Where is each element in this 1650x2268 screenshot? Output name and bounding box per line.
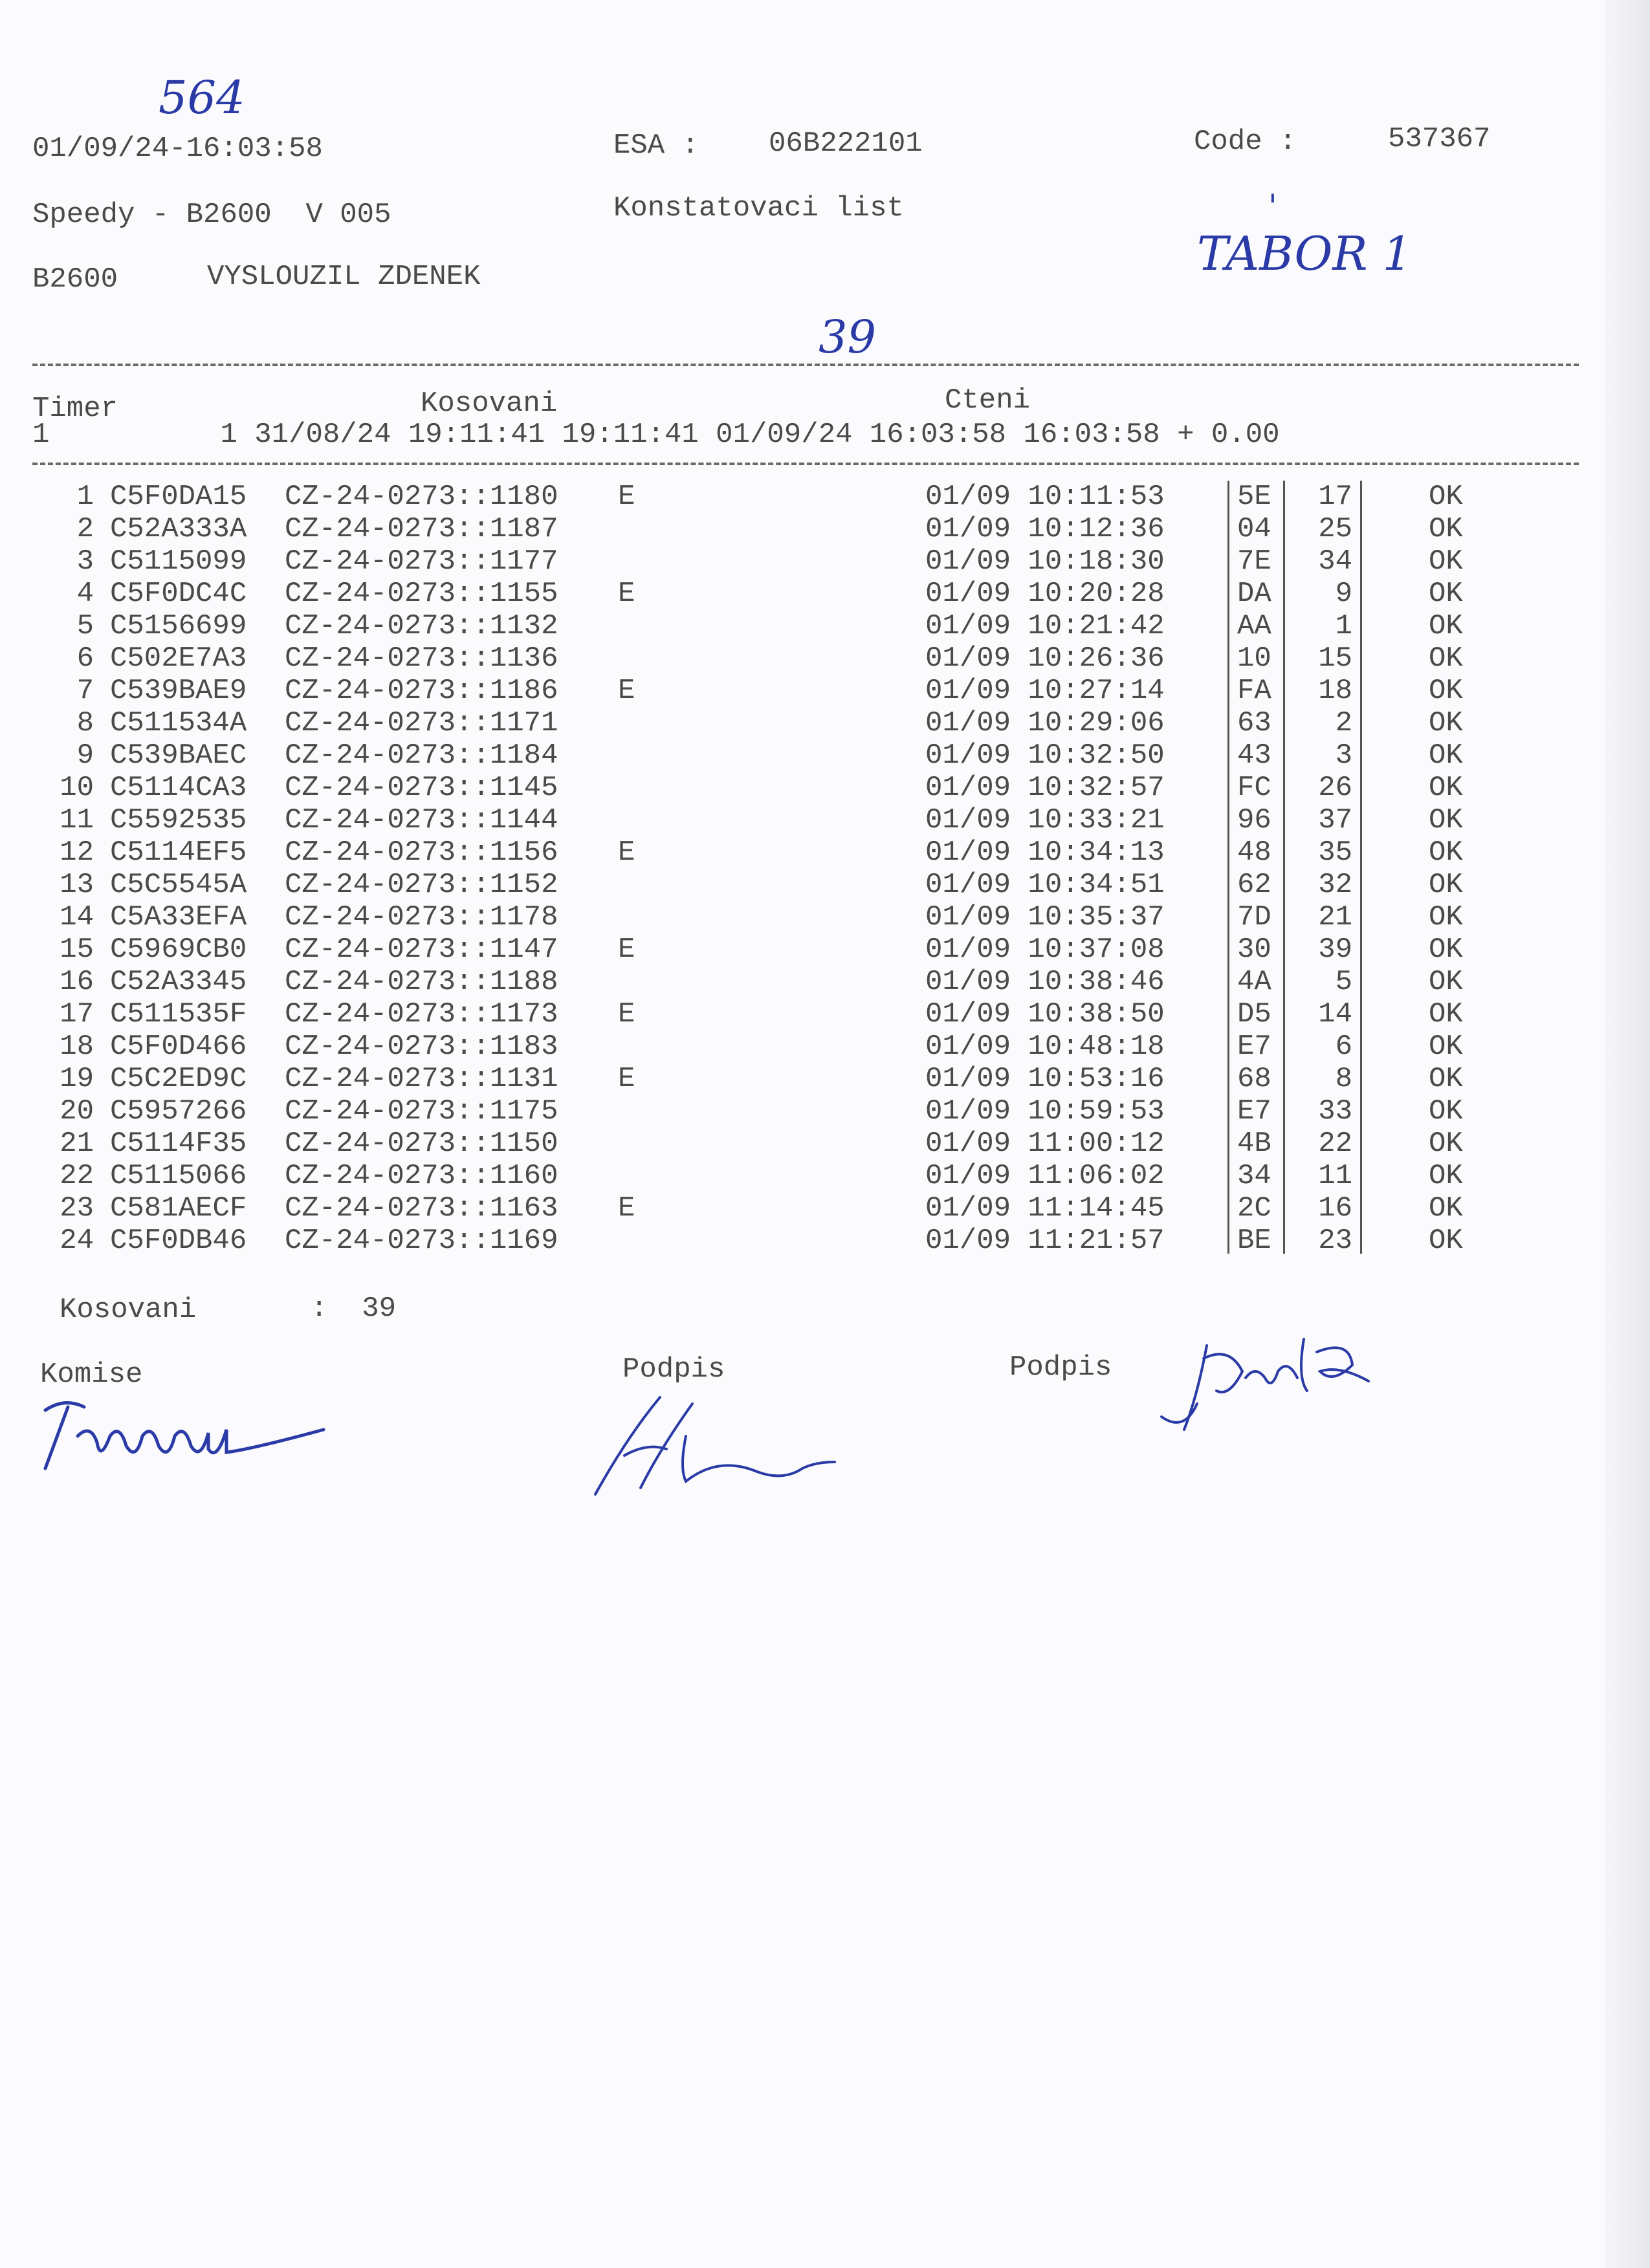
table-row: [0, 707, 1605, 739]
position: 39: [1318, 933, 1352, 966]
status: OK: [1429, 675, 1463, 707]
chip-id: C539BAE9: [110, 675, 247, 707]
arrival-time: 01/09 10:26:36: [925, 642, 1165, 675]
status: OK: [1429, 1128, 1463, 1160]
ring-number: CZ-24-0273::1186: [285, 675, 558, 707]
status: OK: [1429, 901, 1463, 933]
system-version: Speedy - B2600 V 005: [32, 199, 391, 231]
check-code: 63: [1237, 707, 1271, 739]
ring-number: CZ-24-0273::1184: [285, 739, 558, 772]
table-row: [0, 933, 1605, 966]
table-row: [0, 1128, 1605, 1160]
row-number: 17: [60, 998, 94, 1030]
row-number: 19: [60, 1063, 94, 1095]
ring-number: CZ-24-0273::1144: [285, 804, 558, 836]
position: 14: [1318, 998, 1352, 1030]
row-number: 20: [60, 1095, 94, 1128]
row-number: 7: [76, 675, 94, 707]
check-code: 4B: [1237, 1128, 1271, 1160]
position: 25: [1318, 513, 1352, 545]
status: OK: [1429, 1030, 1463, 1063]
table-row: [0, 578, 1605, 610]
status: OK: [1429, 998, 1463, 1030]
e-flag: E: [618, 481, 635, 513]
check-code: 7E: [1237, 545, 1271, 578]
row-number: 14: [60, 901, 94, 933]
position: 3: [1335, 739, 1352, 772]
table-row: [0, 1095, 1605, 1128]
ring-number: CZ-24-0273::1187: [285, 513, 558, 545]
row-number: 8: [76, 707, 94, 739]
position: 2: [1335, 707, 1352, 739]
e-flag: E: [618, 998, 635, 1030]
position: 9: [1335, 578, 1352, 610]
ring-number: CZ-24-0273::1152: [285, 869, 558, 901]
divider-bottom: [32, 463, 1579, 465]
row-number: 6: [76, 642, 94, 675]
row-number: 9: [76, 739, 94, 772]
position: 18: [1318, 675, 1352, 707]
table-row: [0, 772, 1605, 804]
chip-id: C5957266: [110, 1095, 247, 1128]
position: 16: [1318, 1192, 1352, 1225]
chip-id: C502E7A3: [110, 642, 247, 675]
komise-signature: [39, 1391, 336, 1494]
table-row: [0, 513, 1605, 545]
page-edge-shadow: [1605, 0, 1650, 2268]
table-row: [0, 545, 1605, 578]
chip-id: C5114EF5: [110, 836, 247, 869]
column-divider-3: [1360, 481, 1362, 1254]
row-number: 21: [60, 1128, 94, 1160]
arrival-time: 01/09 10:32:57: [925, 772, 1165, 804]
check-code: 62: [1237, 869, 1271, 901]
status: OK: [1429, 804, 1463, 836]
ring-number: CZ-24-0273::1177: [285, 545, 558, 578]
chip-id: C539BAEC: [110, 739, 247, 772]
chip-id: C5115066: [110, 1160, 247, 1192]
chip-id: C5F0DC4C: [110, 578, 247, 610]
chip-id: C5114F35: [110, 1128, 247, 1160]
check-code: 96: [1237, 804, 1271, 836]
ring-number: CZ-24-0273::1131: [285, 1063, 558, 1095]
table-row: [0, 1030, 1605, 1063]
arrival-time: 01/09 11:14:45: [925, 1192, 1165, 1225]
table-row: [0, 901, 1605, 933]
status: OK: [1429, 1095, 1463, 1128]
handwritten-number-564: 564: [159, 71, 245, 124]
arrival-time: 01/09 10:37:08: [925, 933, 1165, 966]
check-code: BE: [1237, 1225, 1271, 1257]
ring-number: CZ-24-0273::1171: [285, 707, 558, 739]
arrival-time: 01/09 10:27:14: [925, 675, 1165, 707]
ring-number: CZ-24-0273::1156: [285, 836, 558, 869]
column-divider-1: [1227, 481, 1229, 1254]
table-row: [0, 675, 1605, 707]
handwritten-tick: ': [1268, 188, 1277, 225]
table-row: [0, 481, 1605, 513]
row-number: 16: [60, 966, 94, 998]
timer-label: Timer: [32, 393, 118, 425]
divider-top: [32, 364, 1579, 366]
position: 11: [1318, 1160, 1352, 1192]
check-code: DA: [1237, 578, 1271, 610]
row-number: 1: [76, 481, 94, 513]
chip-id: C5114CA3: [110, 772, 247, 804]
chip-id: C5C2ED9C: [110, 1063, 247, 1095]
column-divider-2: [1283, 481, 1285, 1254]
ring-number: CZ-24-0273::1178: [285, 901, 558, 933]
check-code: E7: [1237, 1095, 1271, 1128]
chip-id: C5156699: [110, 610, 247, 642]
chip-id: C5115099: [110, 545, 247, 578]
arrival-time: 01/09 10:11:53: [925, 481, 1165, 513]
status: OK: [1429, 545, 1463, 578]
row-number: 11: [60, 804, 94, 836]
position: 1: [1335, 610, 1352, 642]
check-code: FC: [1237, 772, 1271, 804]
owner-id: B2600: [32, 263, 118, 296]
status: OK: [1429, 481, 1463, 513]
e-flag: E: [618, 1063, 635, 1095]
document-title: Konstatovaci list: [613, 192, 904, 224]
row-number: 23: [60, 1192, 94, 1225]
e-flag: E: [618, 933, 635, 966]
status: OK: [1429, 966, 1463, 998]
check-code: 43: [1237, 739, 1271, 772]
position: 6: [1335, 1030, 1352, 1063]
handwritten-count: 39: [819, 311, 877, 364]
arrival-time: 01/09 10:48:18: [925, 1030, 1165, 1063]
check-code: 5E: [1237, 481, 1271, 513]
ring-number: CZ-24-0273::1150: [285, 1128, 558, 1160]
table-row: [0, 869, 1605, 901]
komise-label: Komise: [40, 1358, 143, 1391]
arrival-time: 01/09 10:20:28: [925, 578, 1165, 610]
arrival-time: 01/09 10:34:51: [925, 869, 1165, 901]
position: 32: [1318, 869, 1352, 901]
ring-number: CZ-24-0273::1175: [285, 1095, 558, 1128]
position: 17: [1318, 481, 1352, 513]
e-flag: E: [618, 836, 635, 869]
esa-value: 06B222101: [769, 127, 923, 160]
chip-id: C5969CB0: [110, 933, 247, 966]
status: OK: [1429, 610, 1463, 642]
status: OK: [1429, 869, 1463, 901]
status: OK: [1429, 642, 1463, 675]
chip-id: C581AECF: [110, 1192, 247, 1225]
chip-id: C511535F: [110, 998, 247, 1030]
arrival-time: 01/09 11:00:12: [925, 1128, 1165, 1160]
chip-id: C5A33EFA: [110, 901, 247, 933]
check-code: FA: [1237, 675, 1271, 707]
print-datetime: 01/09/24-16:03:58: [32, 133, 323, 165]
ring-number: CZ-24-0273::1173: [285, 998, 558, 1030]
arrival-time: 01/09 10:33:21: [925, 804, 1165, 836]
chip-id: C52A333A: [110, 513, 247, 545]
ring-number: CZ-24-0273::1188: [285, 966, 558, 998]
table-row: [0, 1192, 1605, 1225]
ring-number: CZ-24-0273::1169: [285, 1225, 558, 1257]
arrival-time: 01/09 10:29:06: [925, 707, 1165, 739]
check-code: 68: [1237, 1063, 1271, 1095]
arrival-time: 01/09 10:38:50: [925, 998, 1165, 1030]
code-label: Code :: [1194, 125, 1297, 158]
ring-number: CZ-24-0273::1147: [285, 933, 558, 966]
kosovani-header: Kosovani: [421, 387, 558, 420]
position: 37: [1318, 804, 1352, 836]
status: OK: [1429, 707, 1463, 739]
check-code: 04: [1237, 513, 1271, 545]
row-number: 22: [60, 1160, 94, 1192]
arrival-time: 01/09 10:18:30: [925, 545, 1165, 578]
podpis-signature-2: [1158, 1320, 1417, 1449]
table-row: [0, 1160, 1605, 1192]
arrival-time: 01/09 10:35:37: [925, 901, 1165, 933]
row-number: 4: [76, 578, 94, 610]
arrival-time: 01/09 10:21:42: [925, 610, 1165, 642]
position: 22: [1318, 1128, 1352, 1160]
arrival-time: 01/09 10:34:13: [925, 836, 1165, 869]
position: 35: [1318, 836, 1352, 869]
ring-number: CZ-24-0273::1132: [285, 610, 558, 642]
chip-id: C5C5545A: [110, 869, 247, 901]
position: 34: [1318, 545, 1352, 578]
e-flag: E: [618, 578, 635, 610]
podpis-signature-1: [589, 1384, 874, 1514]
table-row: [0, 739, 1605, 772]
row-number: 5: [76, 610, 94, 642]
check-code: 34: [1237, 1160, 1271, 1192]
status: OK: [1429, 739, 1463, 772]
status: OK: [1429, 933, 1463, 966]
row-number: 15: [60, 933, 94, 966]
status: OK: [1429, 1192, 1463, 1225]
podpis-label-2: Podpis: [1009, 1351, 1112, 1384]
status: OK: [1429, 1160, 1463, 1192]
status: OK: [1429, 578, 1463, 610]
check-code: AA: [1237, 610, 1271, 642]
status: OK: [1429, 1063, 1463, 1095]
timer-line: 1 1 31/08/24 19:11:41 19:11:41 01/09/24 16:03:58 16:03:58 + 0.00: [32, 419, 1280, 451]
row-number: 12: [60, 836, 94, 869]
ring-number: CZ-24-0273::1160: [285, 1160, 558, 1192]
kosovani-total-label: Kosovani: [60, 1294, 197, 1326]
arrival-time: 01/09 11:06:02: [925, 1160, 1165, 1192]
arrival-time: 01/09 10:38:46: [925, 966, 1165, 998]
row-number: 10: [60, 772, 94, 804]
e-flag: E: [618, 675, 635, 707]
status: OK: [1429, 1225, 1463, 1257]
check-code: 2C: [1237, 1192, 1271, 1225]
check-code: 48: [1237, 836, 1271, 869]
row-number: 2: [76, 513, 94, 545]
position: 33: [1318, 1095, 1352, 1128]
chip-id: C5F0D466: [110, 1030, 247, 1063]
table-row: [0, 836, 1605, 869]
check-code: 4A: [1237, 966, 1271, 998]
ring-number: CZ-24-0273::1180: [285, 481, 558, 513]
table-row: [0, 998, 1605, 1030]
row-number: 18: [60, 1030, 94, 1063]
table-row: [0, 1063, 1605, 1095]
check-code: 7D: [1237, 901, 1271, 933]
ring-number: CZ-24-0273::1136: [285, 642, 558, 675]
check-code: 10: [1237, 642, 1271, 675]
table-row: [0, 642, 1605, 675]
status: OK: [1429, 836, 1463, 869]
ring-number: CZ-24-0273::1145: [285, 772, 558, 804]
check-code: E7: [1237, 1030, 1271, 1063]
cteni-header: Cteni: [945, 384, 1031, 417]
chip-id: C5F0DA15: [110, 481, 247, 513]
status: OK: [1429, 772, 1463, 804]
check-code: 30: [1237, 933, 1271, 966]
arrival-time: 01/09 10:32:50: [925, 739, 1165, 772]
ring-number: CZ-24-0273::1163: [285, 1192, 558, 1225]
chip-id: C52A3345: [110, 966, 247, 998]
chip-id: C5592535: [110, 804, 247, 836]
owner-name: VYSLOUZIL ZDENEK: [207, 261, 481, 293]
row-number: 3: [76, 545, 94, 578]
table-row: [0, 966, 1605, 998]
position: 5: [1335, 966, 1352, 998]
position: 23: [1318, 1225, 1352, 1257]
status: OK: [1429, 513, 1463, 545]
chip-id: C511534A: [110, 707, 247, 739]
ring-number: CZ-24-0273::1183: [285, 1030, 558, 1063]
arrival-time: 01/09 11:21:57: [925, 1225, 1165, 1257]
row-number: 13: [60, 869, 94, 901]
table-row: [0, 610, 1605, 642]
e-flag: E: [618, 1192, 635, 1225]
podpis-label-1: Podpis: [622, 1353, 725, 1386]
position: 15: [1318, 642, 1352, 675]
check-code: D5: [1237, 998, 1271, 1030]
position: 26: [1318, 772, 1352, 804]
kosovani-total-value: : 39: [311, 1292, 397, 1325]
arrival-time: 01/09 10:59:53: [925, 1095, 1165, 1128]
code-value: 537367: [1388, 123, 1491, 155]
arrival-time: 01/09 10:12:36: [925, 513, 1165, 545]
table-row: [0, 804, 1605, 836]
esa-label: ESA :: [613, 129, 699, 162]
row-number: 24: [60, 1225, 94, 1257]
chip-id: C5F0DB46: [110, 1225, 247, 1257]
handwritten-place: TABOR 1: [1197, 226, 1413, 281]
position: 21: [1318, 901, 1352, 933]
ring-number: CZ-24-0273::1155: [285, 578, 558, 610]
table-row: [0, 1225, 1605, 1257]
arrival-time: 01/09 10:53:16: [925, 1063, 1165, 1095]
position: 8: [1335, 1063, 1352, 1095]
